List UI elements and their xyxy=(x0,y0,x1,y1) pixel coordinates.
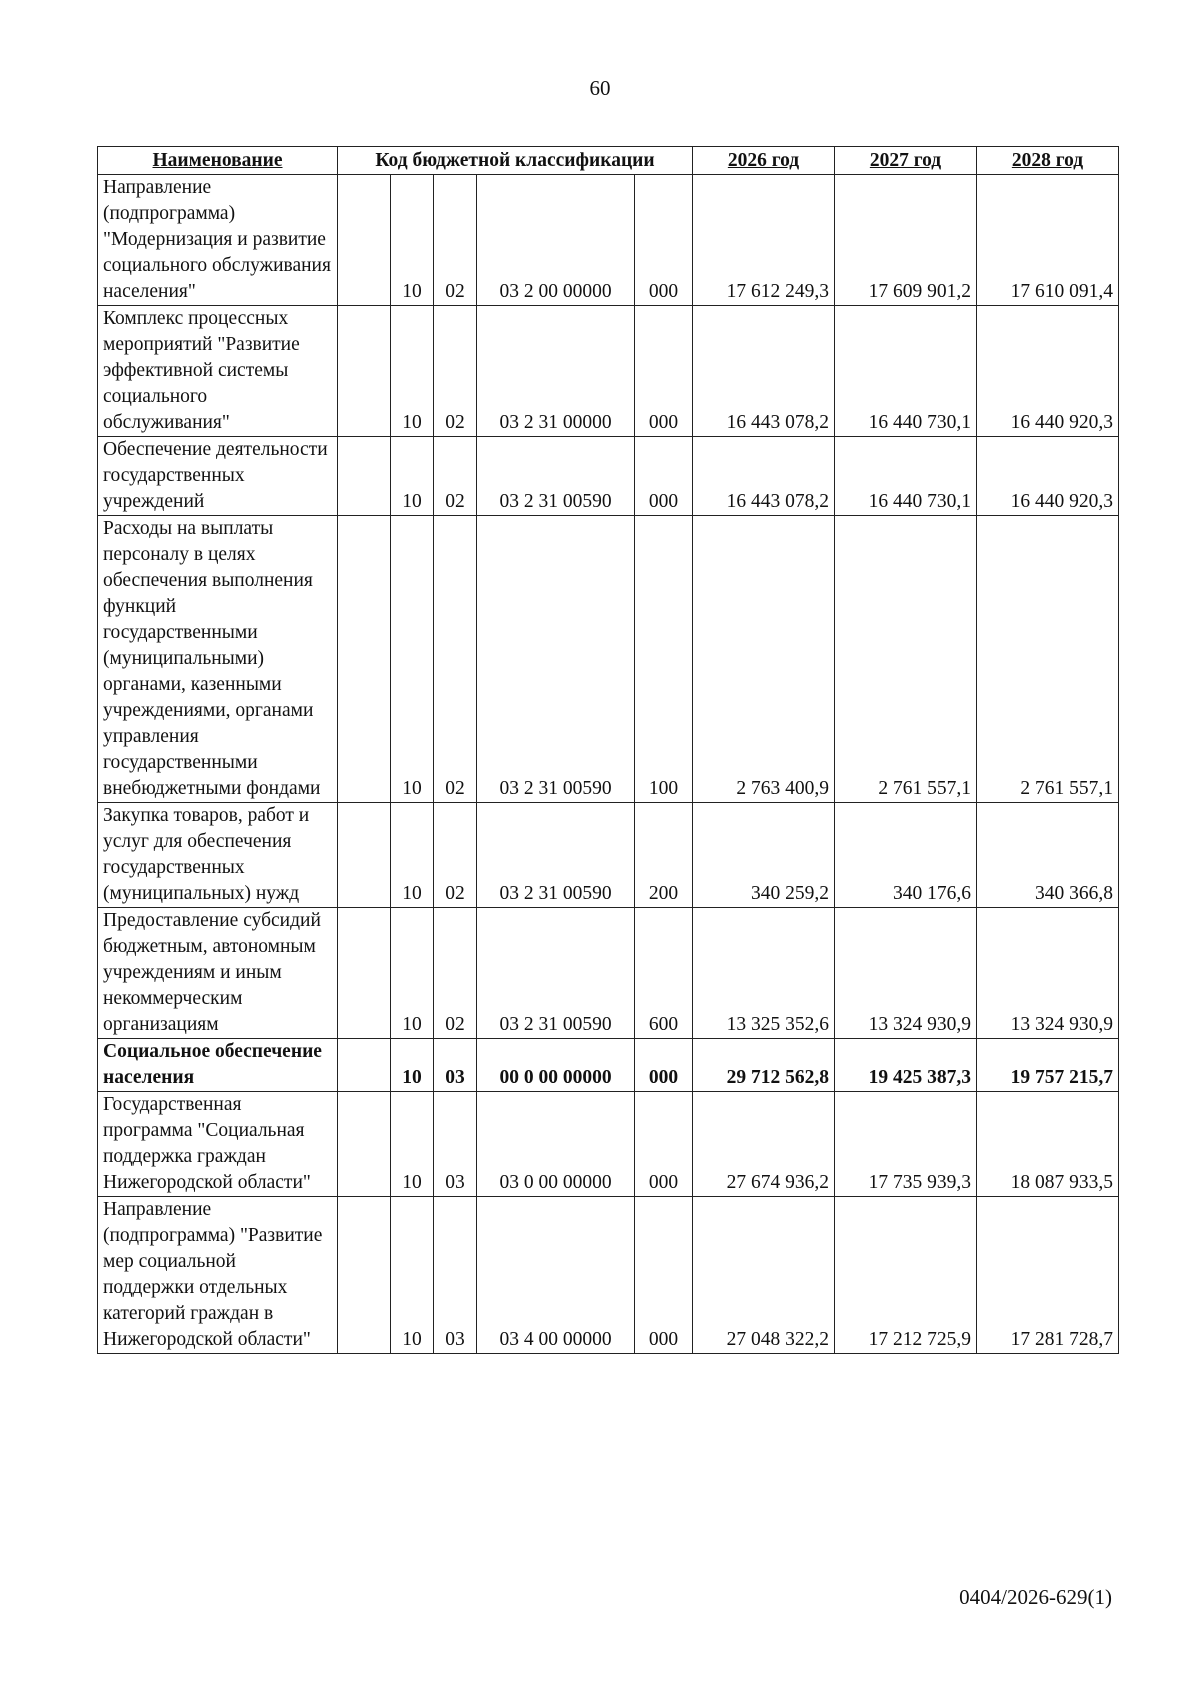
header-2027: 2027 год xyxy=(835,147,977,175)
value-2028: 17 281 728,7 xyxy=(977,1197,1119,1354)
header-2026: 2026 год xyxy=(693,147,835,175)
code-expense-type: 000 xyxy=(635,1092,693,1197)
value-2027: 13 324 930,9 xyxy=(835,908,977,1039)
value-2028: 16 440 920,3 xyxy=(977,306,1119,437)
table-header-row xyxy=(98,147,1119,175)
code-col1 xyxy=(338,1039,391,1092)
code-col1 xyxy=(338,437,391,516)
value-2027: 2 761 557,1 xyxy=(835,516,977,803)
code-subsection: 03 xyxy=(434,1039,477,1092)
code-target: 03 2 31 00000 xyxy=(477,306,635,437)
code-subsection: 02 xyxy=(434,175,477,306)
value-2028: 19 757 215,7 xyxy=(977,1039,1119,1092)
row-name: Закупка товаров, работ и услуг для обеспечения государственных (муниципальных) нужд xyxy=(98,803,338,908)
code-section: 10 xyxy=(391,175,434,306)
code-col1 xyxy=(338,516,391,803)
row-name: Социальное обеспечение населения xyxy=(98,1039,338,1092)
code-col1 xyxy=(338,803,391,908)
row-name: Комплекс процессных мероприятий "Развитие эффективной системы социального обслуживания" xyxy=(98,306,338,437)
code-section: 10 xyxy=(391,1039,434,1092)
row-name: Направление (подпрограмма) "Развитие мер социальной поддержки отдельных категорий граждан в Нижегородской области" xyxy=(98,1197,338,1354)
table-row xyxy=(98,908,1119,1039)
value-2026: 27 048 322,2 xyxy=(693,1197,835,1354)
row-name: Обеспечение деятельности государственных учреждений xyxy=(98,437,338,516)
code-section: 10 xyxy=(391,516,434,803)
table-row xyxy=(98,516,1119,803)
value-2028: 13 324 930,9 xyxy=(977,908,1119,1039)
value-2027: 16 440 730,1 xyxy=(835,306,977,437)
code-target: 03 2 31 00590 xyxy=(477,516,635,803)
page-number: 60 xyxy=(589,76,611,100)
code-target: 03 4 00 00000 xyxy=(477,1197,635,1354)
code-section: 10 xyxy=(391,306,434,437)
code-expense-type: 000 xyxy=(635,437,693,516)
document-number: 0404/2026-629(1) xyxy=(959,1585,1112,1609)
value-2028: 2 761 557,1 xyxy=(977,516,1119,803)
header-code: Код бюджетной классификации xyxy=(338,147,693,175)
value-2028: 17 610 091,4 xyxy=(977,175,1119,306)
row-name: Государственная программа "Социальная поддержка граждан Нижегородской области" xyxy=(98,1092,338,1197)
code-subsection: 02 xyxy=(434,437,477,516)
table-row xyxy=(98,437,1119,516)
value-2026: 340 259,2 xyxy=(693,803,835,908)
value-2027: 17 212 725,9 xyxy=(835,1197,977,1354)
code-expense-type: 600 xyxy=(635,908,693,1039)
code-target: 00 0 00 00000 xyxy=(477,1039,635,1092)
value-2026: 13 325 352,6 xyxy=(693,908,835,1039)
value-2026: 17 612 249,3 xyxy=(693,175,835,306)
value-2027: 340 176,6 xyxy=(835,803,977,908)
value-2026: 16 443 078,2 xyxy=(693,437,835,516)
header-2028: 2028 год xyxy=(977,147,1119,175)
code-subsection: 03 xyxy=(434,1092,477,1197)
value-2026: 16 443 078,2 xyxy=(693,306,835,437)
code-target: 03 0 00 00000 xyxy=(477,1092,635,1197)
code-subsection: 02 xyxy=(434,908,477,1039)
code-col1 xyxy=(338,1197,391,1354)
value-2026: 27 674 936,2 xyxy=(693,1092,835,1197)
value-2026: 2 763 400,9 xyxy=(693,516,835,803)
value-2027: 17 735 939,3 xyxy=(835,1092,977,1197)
table-row xyxy=(98,1092,1119,1197)
code-section: 10 xyxy=(391,1197,434,1354)
table-row xyxy=(98,175,1119,306)
table-row xyxy=(98,803,1119,908)
value-2027: 17 609 901,2 xyxy=(835,175,977,306)
code-subsection: 02 xyxy=(434,306,477,437)
row-name: Направление (подпрограмма) "Модернизация и развитие социального обслуживания населения" xyxy=(98,175,338,306)
code-section: 10 xyxy=(391,437,434,516)
code-col1 xyxy=(338,175,391,306)
table-row-section xyxy=(98,1039,1119,1092)
header-name: Наименование xyxy=(98,147,338,175)
code-expense-type: 000 xyxy=(635,175,693,306)
budget-table xyxy=(97,146,1119,1354)
value-2028: 18 087 933,5 xyxy=(977,1092,1119,1197)
code-expense-type: 000 xyxy=(635,306,693,437)
code-target: 03 2 00 00000 xyxy=(477,175,635,306)
code-section: 10 xyxy=(391,1092,434,1197)
table-row xyxy=(98,306,1119,437)
code-col1 xyxy=(338,1092,391,1197)
row-name: Предоставление субсидий бюджетным, автономным учреждениям и иным некоммерческим организациям xyxy=(98,908,338,1039)
code-subsection: 02 xyxy=(434,803,477,908)
value-2028: 16 440 920,3 xyxy=(977,437,1119,516)
value-2027: 19 425 387,3 xyxy=(835,1039,977,1092)
code-subsection: 03 xyxy=(434,1197,477,1354)
code-expense-type: 100 xyxy=(635,516,693,803)
code-target: 03 2 31 00590 xyxy=(477,908,635,1039)
row-name: Расходы на выплаты персоналу в целях обеспечения выполнения функций государственными (муниципальными) органами, казенными учреждениями, органами управления государственными внебюджетными фондами xyxy=(98,516,338,803)
code-expense-type: 000 xyxy=(635,1197,693,1354)
code-col1 xyxy=(338,908,391,1039)
code-subsection: 02 xyxy=(434,516,477,803)
code-section: 10 xyxy=(391,803,434,908)
value-2028: 340 366,8 xyxy=(977,803,1119,908)
code-expense-type: 200 xyxy=(635,803,693,908)
code-section: 10 xyxy=(391,908,434,1039)
value-2027: 16 440 730,1 xyxy=(835,437,977,516)
code-target: 03 2 31 00590 xyxy=(477,803,635,908)
code-col1 xyxy=(338,306,391,437)
code-expense-type: 000 xyxy=(635,1039,693,1092)
code-target: 03 2 31 00590 xyxy=(477,437,635,516)
value-2026: 29 712 562,8 xyxy=(693,1039,835,1092)
table-row xyxy=(98,1197,1119,1354)
